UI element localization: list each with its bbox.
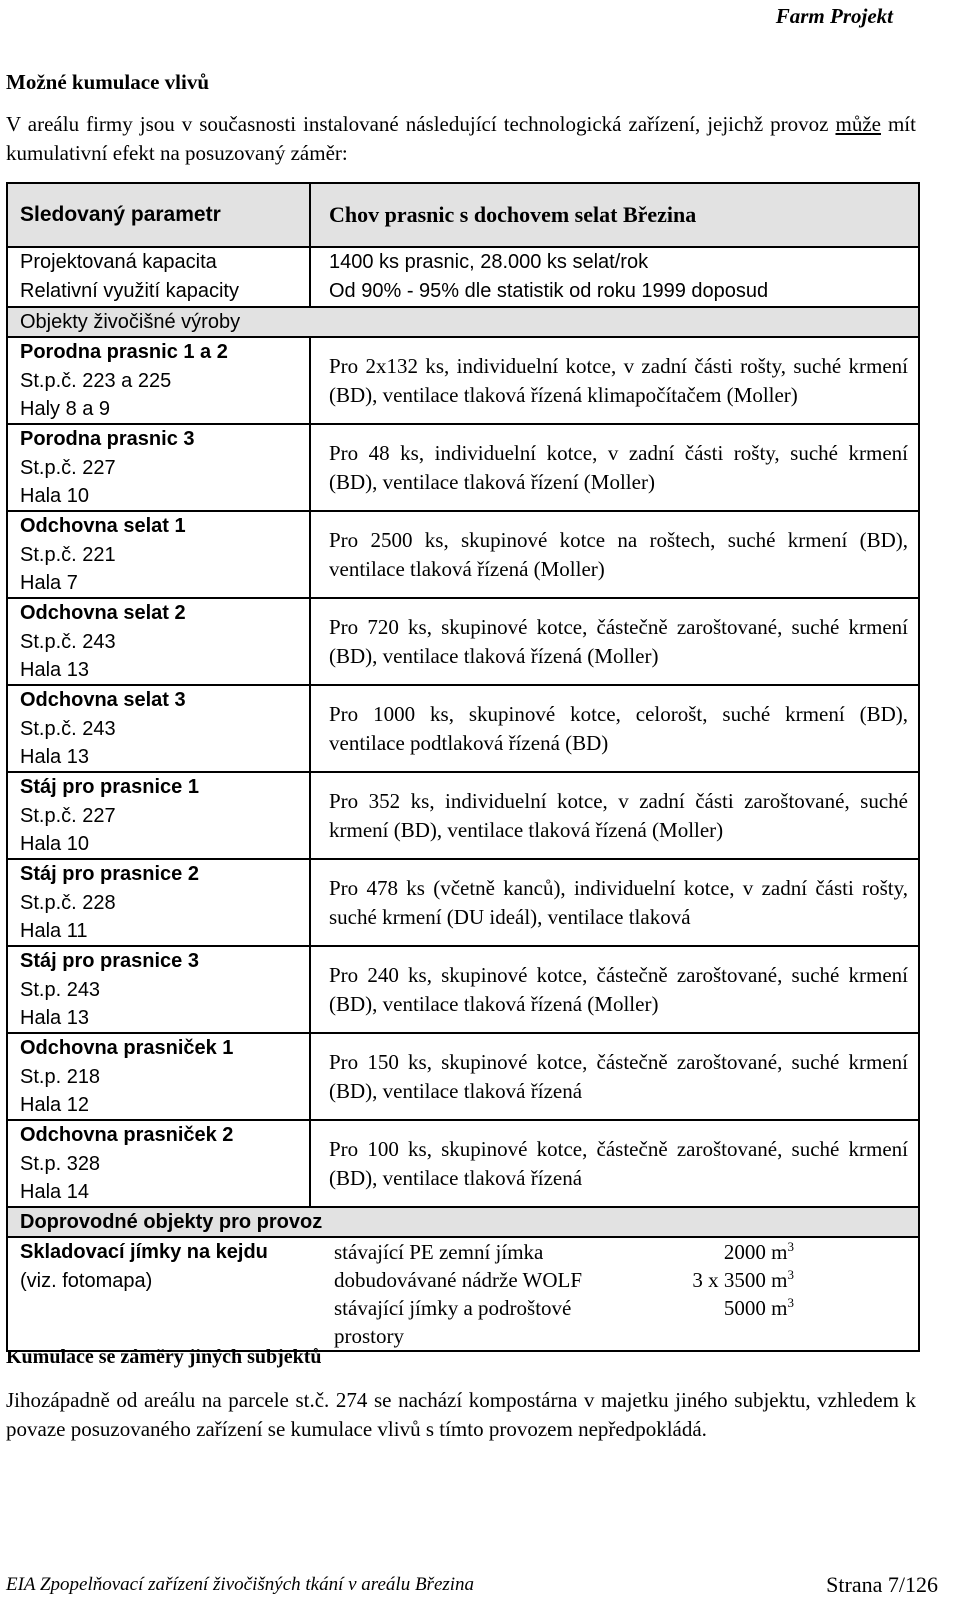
- table-row: [7, 247, 919, 277]
- object-parcel: St.p.č. 227: [20, 457, 116, 479]
- object-description: Pro 2500 ks, skupinové kotce na roštech, suché krmení (BD), ventilace tlaková řízená (Moller): [310, 511, 919, 598]
- object-row: [7, 1120, 919, 1207]
- object-row: [7, 1033, 919, 1120]
- intro-text-end: mít kumulativní efekt na posuzovaný záměr:: [6, 112, 916, 165]
- object-cell: [7, 859, 310, 946]
- object-parcel: St.p.č. 243: [20, 631, 116, 653]
- object-row: [7, 946, 919, 1033]
- capacity-value: 1400 ks prasnic, 28.000 ks selat/rok: [310, 247, 919, 277]
- col-header-parameter: Sledovaný parametr: [7, 183, 310, 247]
- objects-band: Objekty živočišné výroby: [7, 307, 919, 337]
- storage-item-label: dobudovávané nádrže WOLF: [334, 1268, 583, 1292]
- object-parcel: St.p. 218: [20, 1066, 101, 1088]
- object-hall: Hala 11: [20, 920, 88, 942]
- storage-item-amount: [634, 1238, 794, 1266]
- intro-paragraph: [6, 110, 916, 168]
- intro-text-underlined: může: [835, 112, 881, 136]
- object-parcel: St.p. 328: [20, 1153, 101, 1175]
- object-name: Porodna prasnic 3: [20, 428, 195, 450]
- storage-item-label: stávající PE zemní jímka: [334, 1240, 544, 1264]
- storage-name: Skladovací jímky na kejdu: [20, 1241, 268, 1263]
- object-hall: Hala 10: [20, 833, 89, 855]
- object-cell: [7, 598, 310, 685]
- storage-cell: [7, 1237, 310, 1351]
- utilization-value: Od 90% - 95% dle statistik od roku 1999 doposud: [310, 277, 919, 307]
- object-row: [7, 772, 919, 859]
- object-hall: Hala 14: [20, 1181, 89, 1203]
- storage-row: [7, 1237, 919, 1351]
- footer-page-number: Strana 7/126: [826, 1572, 938, 1597]
- object-cell: [7, 1120, 310, 1207]
- object-cell: [7, 424, 310, 511]
- object-cell: [7, 337, 310, 424]
- section-heading-cumulation: Možné kumulace vlivů: [6, 70, 209, 94]
- storage-list: [334, 1238, 908, 1350]
- storage-item-amount: [634, 1294, 794, 1350]
- storage-item-exponent: 3: [787, 1239, 794, 1254]
- object-hall: Hala 7: [20, 572, 78, 594]
- support-band: Doprovodné objekty pro provoz: [7, 1207, 919, 1237]
- object-name: Porodna prasnic 1 a 2: [20, 341, 228, 363]
- table-header-row: [7, 183, 919, 247]
- object-description: Pro 478 ks (včetně kanců), individuelní kotce, v zadní části rošty, suché krmení (DU ideál), ventilace tlaková: [310, 859, 919, 946]
- utilization-label: Relativní využití kapacity: [7, 277, 310, 307]
- storage-item-volume: 5000 m: [723, 1296, 788, 1320]
- object-name: Stáj pro prasnice 3: [20, 950, 199, 972]
- object-name: Odchovna prasniček 2: [20, 1124, 234, 1146]
- object-cell: [7, 772, 310, 859]
- object-row: [7, 685, 919, 772]
- object-cell: [7, 685, 310, 772]
- storage-item-exponent: 3: [787, 1267, 794, 1282]
- object-name: Odchovna selat 2: [20, 602, 186, 624]
- objects-body: [7, 337, 919, 1207]
- objects-band-row: [7, 307, 919, 337]
- object-description: Pro 720 ks, skupinové kotce, částečně zaroštované, suché krmení (BD), ventilace tlaková řízená (Moller): [310, 598, 919, 685]
- object-description: Pro 100 ks, skupinové kotce, částečně zaroštované, suché krmení (BD), ventilace tlaková řízená: [310, 1120, 919, 1207]
- footer-document-title: EIA Zpopelňovací zařízení živočišných tkání v areálu Březina: [6, 1574, 475, 1595]
- company-header: Farm Projekt: [775, 4, 893, 28]
- object-parcel: St.p.č. 243: [20, 718, 116, 740]
- col-header-farm: Chov prasnic s dochovem selat Březina: [310, 183, 919, 247]
- object-parcel: St.p.č. 228: [20, 892, 116, 914]
- support-band-row: [7, 1207, 919, 1237]
- storage-item-volume: 3 x 3500 m: [692, 1268, 788, 1292]
- object-description: Pro 240 ks, skupinové kotce, částečně zaroštované, suché krmení (BD), ventilace tlaková řízená (Moller): [310, 946, 919, 1033]
- object-hall: Hala 13: [20, 1007, 89, 1029]
- object-hall: Haly 8 a 9: [20, 398, 111, 420]
- object-description: Pro 48 ks, individuelní kotce, v zadní části rošty, suché krmení (BD), ventilace tlaková řízení (Moller): [310, 424, 919, 511]
- object-description: Pro 1000 ks, skupinové kotce, celorošt, suché krmení (BD), ventilace podtlaková řízená (BD): [310, 685, 919, 772]
- object-hall: Hala 13: [20, 659, 89, 681]
- storage-item-amount: [634, 1266, 794, 1294]
- storage-list-cell: [310, 1237, 919, 1351]
- object-row: [7, 859, 919, 946]
- object-parcel: St.p.č. 223 a 225: [20, 370, 172, 392]
- object-row: [7, 511, 919, 598]
- object-name: Stáj pro prasnice 1: [20, 776, 199, 798]
- object-row: [7, 337, 919, 424]
- object-name: Odchovna prasniček 1: [20, 1037, 234, 1059]
- object-hall: Hala 10: [20, 485, 89, 507]
- storage-item-exponent: 3: [787, 1295, 794, 1310]
- table-row: [7, 277, 919, 307]
- object-hall: Hala 12: [20, 1094, 89, 1116]
- object-name: Stáj pro prasnice 2: [20, 863, 199, 885]
- object-cell: [7, 946, 310, 1033]
- object-name: Odchovna selat 3: [20, 689, 186, 711]
- object-row: [7, 424, 919, 511]
- object-parcel: St.p. 243: [20, 979, 101, 1001]
- object-cell: [7, 1033, 310, 1120]
- intro-text-start: V areálu firmy jsou v současnosti instalované následující technologická zařízení, jejichž provoz: [6, 112, 836, 136]
- other-subjects-paragraph: Jihozápadně od areálu na parcele st.č. 274 se nachází kompostárna v majetku jiného subjektu, vzhledem k povaze posuzovaného zařízení se kumulace vlivů s tímto provozem nepředpokládá.: [6, 1388, 916, 1441]
- technology-table: [6, 182, 920, 1352]
- storage-note: (viz. fotomapa): [20, 1270, 153, 1292]
- object-row: [7, 598, 919, 685]
- capacity-label: Projektovaná kapacita: [7, 247, 310, 277]
- storage-item-volume: 2000 m: [723, 1240, 788, 1264]
- object-description: Pro 150 ks, skupinové kotce, částečně zaroštované, suché krmení (BD), ventilace tlaková řízená: [310, 1033, 919, 1120]
- object-hall: Hala 13: [20, 746, 89, 768]
- storage-item-label: stávající jímky a podroštové prostory: [334, 1296, 572, 1348]
- section-heading-other-subjects: Kumulace se záměry jiných subjektů: [6, 1346, 322, 1368]
- object-name: Odchovna selat 1: [20, 515, 186, 537]
- object-parcel: St.p.č. 221: [20, 544, 116, 566]
- object-description: Pro 2x132 ks, individuelní kotce, v zadní části rošty, suché krmení (BD), ventilace tlaková řízená klimapočítačem (Moller): [310, 337, 919, 424]
- object-parcel: St.p.č. 227: [20, 805, 116, 827]
- object-cell: [7, 511, 310, 598]
- object-description: Pro 352 ks, individuelní kotce, v zadní části zaroštované, suché krmení (BD), ventilace tlaková řízená (Moller): [310, 772, 919, 859]
